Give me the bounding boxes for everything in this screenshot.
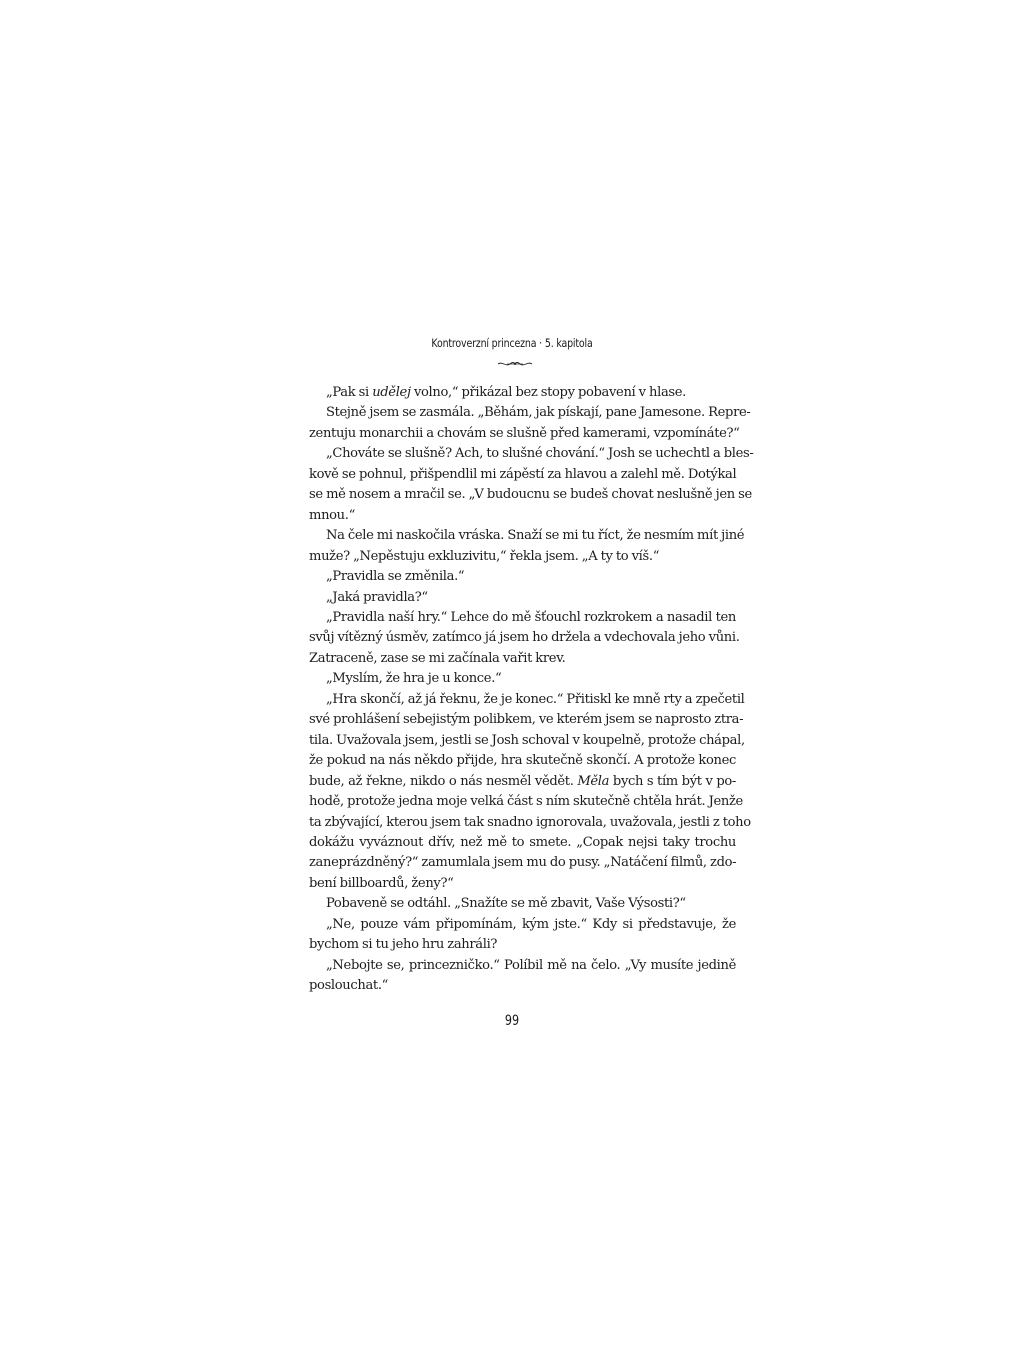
text-run: „Pak si	[326, 385, 373, 400]
text-line	[309, 813, 751, 833]
running-header: Kontroverzní princezna · 5. kapitola	[431, 336, 593, 350]
text-run: své prohlášení sebejistým polibkem, ve kterém jsem se naprosto ztra-	[309, 712, 744, 728]
text-run: bych s tím být v po-	[609, 773, 736, 789]
text-line	[309, 731, 745, 751]
text-line	[309, 567, 736, 587]
text-line	[309, 792, 743, 812]
text-line	[309, 547, 736, 567]
paragraph	[309, 690, 751, 895]
paragraph	[309, 588, 736, 608]
text-line	[309, 628, 740, 648]
text-run: Pobaveně se odtáhl. „Snažíte se mě zbavit, Vaše Výsosti?“	[326, 896, 686, 912]
text-line	[309, 526, 745, 546]
paragraph	[309, 567, 736, 587]
text-run: bychom si tu jeho hru zahráli?	[309, 937, 498, 953]
text-line	[309, 833, 736, 853]
text-run: „Chováte se slušně? Ach, to slušné chování.“ Josh se uchechtl a bles-	[326, 446, 754, 462]
text-line	[309, 444, 754, 464]
paragraph	[309, 383, 736, 403]
text-line	[309, 424, 740, 444]
paragraph	[309, 669, 736, 689]
text-run: dokážu vyváznout dřív, než mě to smete. „Copak nejsi taky trochu	[309, 834, 736, 850]
text-line	[309, 669, 736, 689]
text-run: „Nebojte se, princezničko.“ Políbil mě na čelo. „Vy musíte jedině	[326, 957, 736, 973]
text-run: volno,“ přikázal bez stopy pobavení v hlase.	[410, 385, 686, 400]
text-run: že pokud na nás někdo přijde, hra skutečně skončí. A protože konec	[309, 753, 736, 769]
text-run: Stejně jsem se zasmála. „Běhám, jak pískají, pane Jamesone. Repre-	[326, 405, 751, 421]
text-line	[309, 956, 736, 976]
text-line	[309, 383, 736, 403]
text-line	[309, 608, 736, 628]
text-line	[309, 403, 751, 423]
text-line	[309, 485, 752, 505]
text-line	[309, 751, 736, 771]
text-run: bení billboardů, ženy?“	[309, 875, 454, 891]
text-line	[309, 465, 736, 485]
text-run: svůj vítězný úsměv, zatímco já jsem ho držela a vdechovala jeho vůni.	[309, 630, 740, 646]
text-line	[309, 976, 736, 996]
text-line	[309, 853, 736, 873]
text-run: bude, až řekne, nikdo o nás nesměl vědět.	[309, 773, 578, 789]
text-run: „Jaká pravidla?“	[326, 589, 428, 605]
text-run: „Myslím, že hra je u konce.“	[326, 671, 502, 687]
page-number: 99	[504, 1013, 520, 1029]
text-run: „Ne, pouze vám připomínám, kým jste.“ Kdy si představuje, že	[326, 916, 736, 932]
paragraph	[309, 444, 754, 526]
text-line	[309, 772, 736, 792]
text-line	[309, 935, 736, 955]
paragraph	[309, 956, 736, 997]
ornament-divider-icon	[497, 360, 533, 368]
text-line	[309, 894, 736, 914]
paragraph	[309, 894, 736, 914]
text-run: Na čele mi naskočila vráska. Snaží se mi tu říct, že nesmím mít jiné	[326, 528, 745, 544]
text-run: ta zbývající, kterou jsem tak snadno ignorovala, uvažovala, jestli z toho	[309, 814, 751, 830]
text-line	[309, 506, 736, 526]
text-line	[309, 649, 736, 669]
text-line	[309, 915, 736, 935]
text-run: se mě nosem a mračil se. „V budoucnu se budeš chovat neslušně jen se	[309, 487, 752, 503]
text-run: tila. Uvažovala jsem, jestli se Josh schoval v koupelně, protože chápal,	[309, 732, 745, 748]
text-run: „Hra skončí, až já řeknu, že je konec.“ Přitiskl ke mně rty a zpečetil	[326, 691, 745, 707]
text-run: mnou.“	[309, 507, 355, 523]
body-text	[309, 383, 754, 997]
text-line	[309, 710, 744, 730]
paragraph	[309, 915, 736, 956]
paragraph	[309, 403, 751, 444]
text-run: zaneprázdněný?“ zamumlala jsem mu do pusy. „Natáčení filmů, zdo-	[309, 855, 737, 871]
text-run: muže? „Nepěstuju exkluzivitu,“ řekla jsem. „A ty to víš.“	[309, 548, 660, 564]
text-line	[309, 690, 745, 710]
text-run: poslouchat.“	[309, 978, 388, 994]
paragraph	[309, 608, 740, 669]
paragraph	[309, 526, 745, 567]
text-run: zentuju monarchii a chovám se slušně před kamerami, vzpomínáte?“	[309, 425, 740, 441]
emphasis-text: Měla	[577, 773, 610, 789]
text-run: „Pravidla naší hry.“ Lehce do mě šťouchl rozkrokem a nasadil ten	[326, 609, 736, 625]
text-run: kově se pohnul, přišpendlil mi zápěstí za hlavou a zalehl mě. Dotýkal	[309, 466, 737, 482]
text-run: Zatraceně, zase se mi začínala vařit krev.	[309, 650, 566, 666]
text-run: hodě, protože jedna moje velká část s ním skutečně chtěla hrát. Jenže	[309, 794, 743, 810]
text-line	[309, 874, 736, 894]
emphasis-text: udělej	[372, 385, 411, 400]
text-run: „Pravidla se změnila.“	[326, 569, 465, 585]
text-line	[309, 588, 736, 608]
